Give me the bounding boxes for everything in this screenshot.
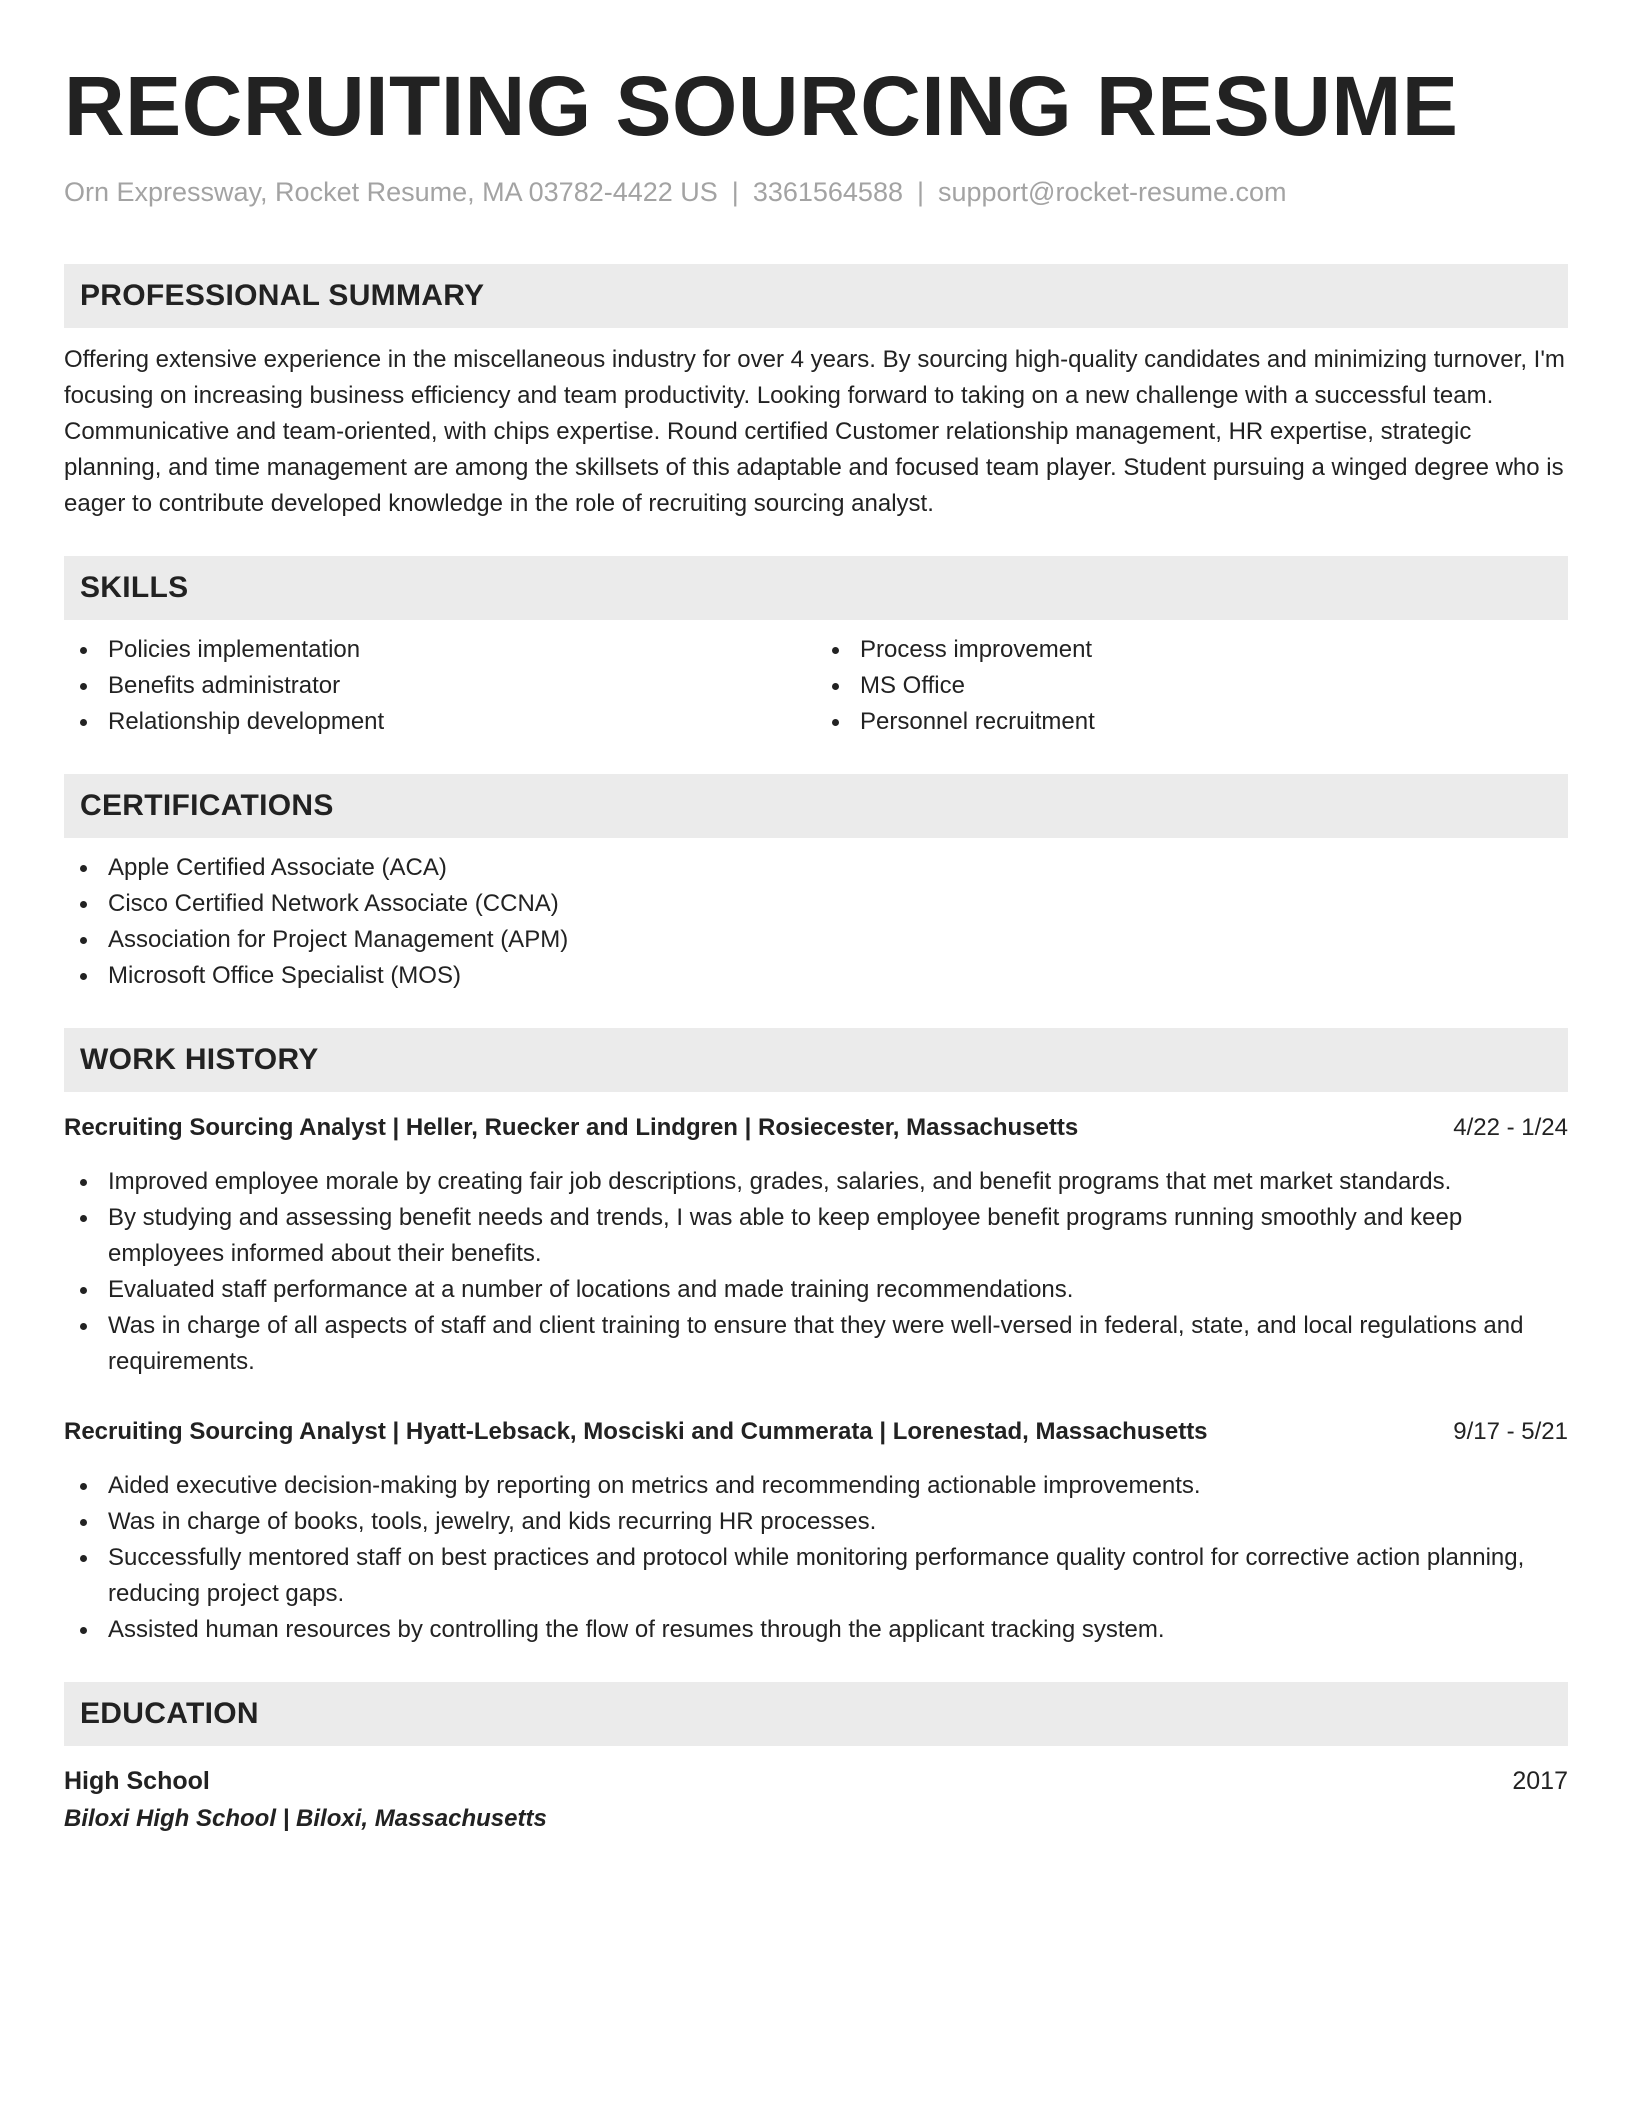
skills-list-left [64,632,816,740]
skills-heading: SKILLS [64,556,1568,620]
contact-phone: 3361564588 [752,177,903,207]
job-bullet: Aided executive decision-making by reporting on metrics and recommending actionable improvements. [64,1468,1568,1504]
contact-address: Orn Expressway, Rocket Resume, MA 03782-4422 US [64,177,718,207]
education-header [64,1762,1568,1800]
skill-item: Personnel recruitment [816,704,1568,740]
job-bullet: Improved employee morale by creating fair job descriptions, grades, salaries, and benefit programs that met market standards. [64,1164,1568,1200]
certifications-list [64,850,1568,994]
education-degree: High School [64,1767,210,1795]
certification-item: Cisco Certified Network Associate (CCNA) [64,886,1568,922]
skill-item: MS Office [816,668,1568,704]
skills-grid [64,632,1568,740]
job-entry [64,1110,1568,1380]
job-bullet: By studying and assessing benefit needs and trends, I was able to keep employee benefit programs running smoothly and keep employees informed about their benefits. [64,1200,1568,1272]
job-bullets [64,1164,1568,1380]
job-bullet: Was in charge of all aspects of staff and client training to ensure that they were well-versed in federal, state, and local regulations and requirements. [64,1308,1568,1380]
job-bullet: Assisted human resources by controlling the flow of resumes through the applicant tracking system. [64,1612,1568,1648]
skill-item: Relationship development [64,704,816,740]
skill-item: Policies implementation [64,632,816,668]
job-header [64,1414,1568,1450]
education-entry [64,1762,1568,1838]
skill-item: Process improvement [816,632,1568,668]
contact-email: support@rocket-resume.com [938,177,1287,207]
certification-item: Apple Certified Associate (ACA) [64,850,1568,886]
certification-item: Association for Project Management (APM) [64,922,1568,958]
job-entry [64,1414,1568,1648]
job-dates: 4/22 - 1/24 [1453,1114,1568,1141]
job-bullet: Evaluated staff performance at a number of locations and made training recommendations. [64,1272,1568,1308]
summary-text: Offering extensive experience in the miscellaneous industry for over 4 years. By sourcing high-quality candidates and minimizing turnover, I'm focusing on increasing business efficiency and team productivity. Looking forward to taking on a new challenge with a successful team. Communicative and team-oriented, with chips expertise. Round certified Customer relationship management, HR expertise, strategic planning, and time management are among the skillsets of this adaptable and focused team player. Student pursuing a winged degree who is eager to contribute developed knowledge in the role of recruiting sourcing analyst. [64,346,1565,517]
job-bullets [64,1468,1568,1648]
resume-title: RECRUITING SOURCING RESUME [64,59,1459,153]
summary-heading: PROFESSIONAL SUMMARY [64,264,1568,328]
education-heading: EDUCATION [64,1682,1568,1746]
certification-item: Microsoft Office Specialist (MOS) [64,958,1568,994]
job-title: Recruiting Sourcing Analyst | Heller, Ruecker and Lindgren | Rosiecester, Massachusetts [64,1114,1079,1141]
contact-separator: | [731,177,739,207]
skill-item: Benefits administrator [64,668,816,704]
certifications-heading: CERTIFICATIONS [64,774,1568,838]
work-history-heading: WORK HISTORY [64,1028,1568,1092]
skills-list-right [816,632,1568,740]
education-school: Biloxi High School | Biloxi, Massachusetts [64,1805,547,1832]
job-title: Recruiting Sourcing Analyst | Hyatt-Lebsack, Mosciski and Cummerata | Lorenestad, Massachusetts [64,1418,1208,1445]
job-header [64,1110,1568,1146]
job-bullet: Successfully mentored staff on best practices and protocol while monitoring performance quality control for corrective action planning, reducing project gaps. [64,1540,1568,1612]
job-dates: 9/17 - 5/21 [1453,1418,1568,1445]
contact-line [64,174,1568,210]
education-year: 2017 [1512,1767,1568,1795]
contact-separator: | [916,177,924,207]
job-bullet: Was in charge of books, tools, jewelry, and kids recurring HR processes. [64,1504,1568,1540]
